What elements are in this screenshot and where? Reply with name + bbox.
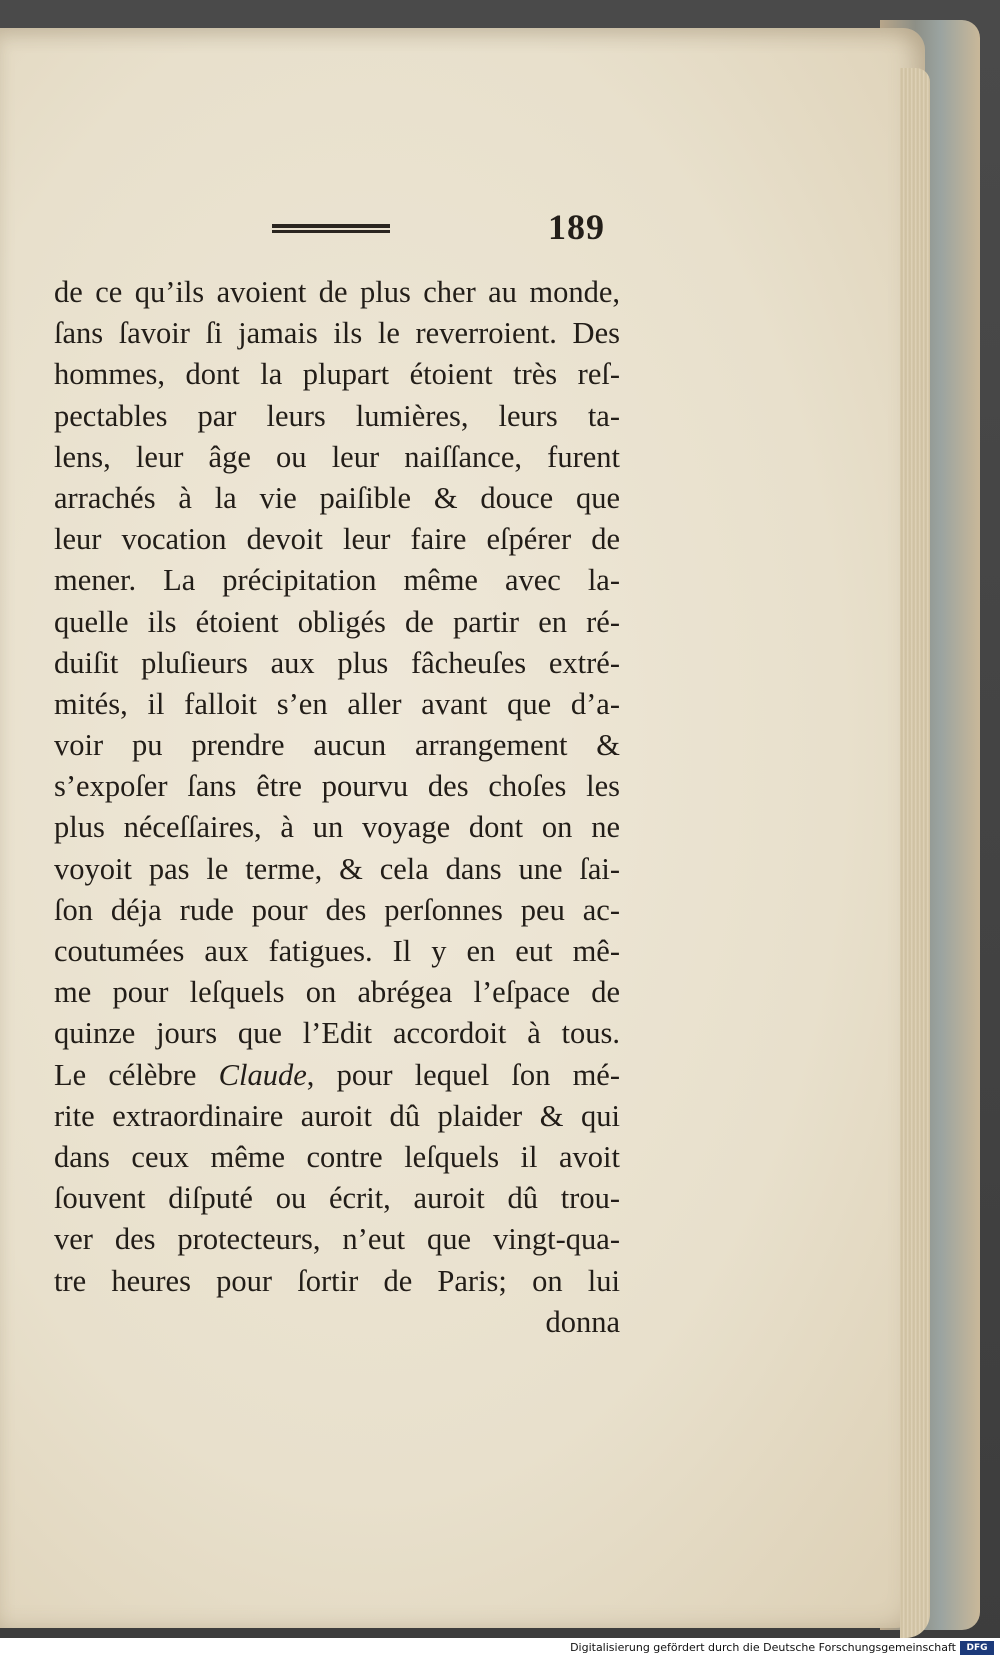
text-line: ſon déja rude pour des perſonnes peu ac- [54, 892, 620, 927]
line-segment: , pour lequel ſon mé- [306, 1057, 621, 1092]
text-line: voyoit pas le terme, & cela dans une ſai- [54, 851, 620, 886]
text-line: hommes, dont la plupart étoient très reſ- [54, 357, 620, 392]
text-line: tre heures pour ſortir de Paris; on lui [54, 1263, 620, 1298]
text-line: ſouvent diſputé ou écrit, auroit dû trou- [54, 1181, 620, 1216]
text-line: arrachés à la vie paiſible & douce que [54, 480, 620, 515]
text-line: lens, leur âge ou leur naiſſance, furent [54, 439, 620, 474]
digitization-footer [0, 1638, 1000, 1658]
footer-credit: Digitalisierung gefördert durch die Deutsche Forschungsgemeinschaft [570, 1641, 956, 1654]
header-rule [272, 224, 390, 233]
text-line: quelle ils étoient obligés de partir en ré- [54, 604, 620, 639]
text-line: voir pu prendre aucun arrangement & [54, 728, 620, 763]
text-line: quinze jours que l’Edit accordoit à tous. [54, 1016, 620, 1051]
text-line: leur vocation devoit leur faire eſpérer de [54, 522, 620, 557]
body-text [54, 272, 620, 1343]
text-line: rite extraordinaire auroit dû plaider & qui [54, 1098, 620, 1133]
text-line: mités, il falloit s’en aller avant que d’a- [54, 686, 620, 721]
page-fore-edge [900, 68, 930, 1638]
text-line: me pour leſquels on abrégea l’eſpace de [54, 975, 620, 1010]
text-line: de ce qu’ils avoient de plus cher au monde, [54, 275, 620, 309]
catchword: donna [545, 1304, 620, 1339]
text-line: ver des protecteurs, n’eut que vingt-qua- [54, 1222, 620, 1257]
text-line: ſans ſavoir ſi jamais ils le reverroient. Des [54, 316, 620, 351]
text-line: mener. La précipitation même avec la- [54, 563, 620, 598]
text-line: coutumées aux fatigues. Il y en eut mê- [54, 934, 620, 968]
line-segment: Le célèbre [54, 1057, 219, 1092]
text-line: duiſit pluſieurs aux plus fâcheuſes extré- [54, 645, 620, 680]
text-line-with-italic [54, 1055, 620, 1096]
text-line: pectables par leurs lumières, leurs ta- [54, 398, 620, 433]
italic-name-claude: Claude [218, 1057, 307, 1092]
dfg-logo: DFG [960, 1641, 994, 1655]
text-line: s’expoſer ſans être pourvu des choſes les [54, 769, 620, 804]
text-line: plus néceſſaires, à un voyage dont on ne [54, 810, 620, 845]
page-number: 189 [548, 207, 605, 247]
text-line: dans ceux même contre leſquels il avoit [54, 1139, 620, 1174]
